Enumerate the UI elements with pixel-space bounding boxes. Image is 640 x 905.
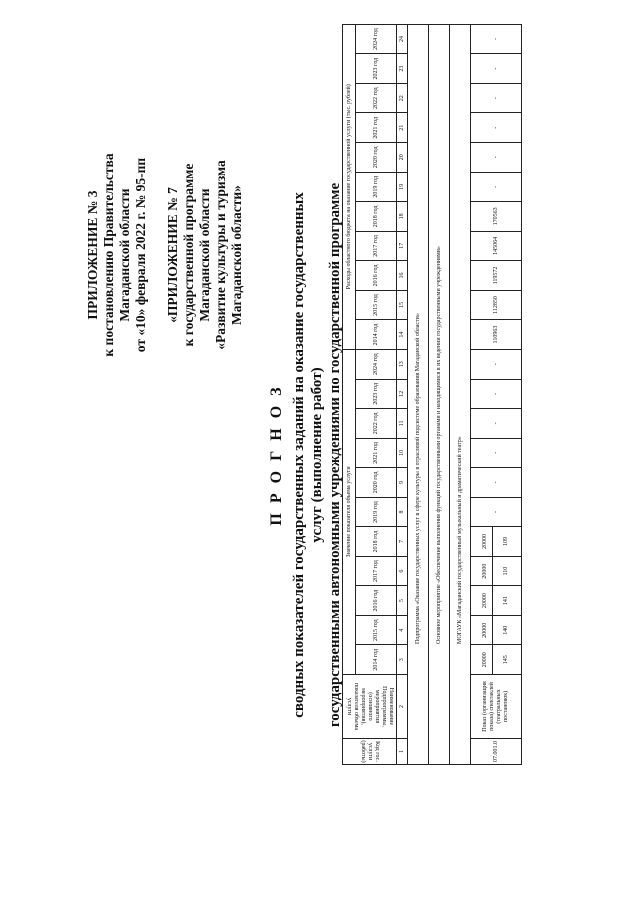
column-number-cell: 5 xyxy=(397,586,408,616)
volume-sub-value: 20000 xyxy=(482,557,493,586)
column-number-cell: 15 xyxy=(397,290,408,320)
year-header-cell: 2017 год xyxy=(356,231,397,261)
column-number-cell: 4 xyxy=(397,615,408,645)
appendix-line: к постановлению Правительства xyxy=(101,153,116,357)
prilozhenie-header xyxy=(165,65,245,445)
expense-value-cell: 112850 xyxy=(471,290,522,320)
volume-value-cell xyxy=(471,556,522,586)
volume-value: - xyxy=(492,451,499,454)
volume-value: - xyxy=(492,481,499,484)
column-number-row xyxy=(397,24,408,764)
service-code-cell: 07.001.0 xyxy=(471,739,522,765)
expense-value-cell: 119572 xyxy=(471,261,522,291)
volume-value: - xyxy=(492,392,499,395)
expense-value-cell: - xyxy=(471,24,522,54)
col-code-header xyxy=(343,739,397,765)
volume-value-cell xyxy=(471,438,522,468)
volume-value-cell xyxy=(471,379,522,409)
volume-value: - xyxy=(492,511,499,513)
appendix-line: ПРИЛОЖЕНИЕ № 3 xyxy=(85,190,100,320)
volume-value: - xyxy=(492,363,499,366)
table-row xyxy=(471,24,522,764)
column-number-cell: 22 xyxy=(397,83,408,113)
volume-value-cell xyxy=(471,527,522,557)
column-number-cell: 20 xyxy=(397,143,408,173)
volume-sub-value: 20000 xyxy=(482,586,493,615)
column-number-cell: 19 xyxy=(397,172,408,202)
column-number-cell: 10 xyxy=(397,438,408,468)
prilozhenie-line: Магаданской области xyxy=(197,188,212,322)
year-header-cell: 2017 год xyxy=(356,556,397,586)
column-number-cell: 24 xyxy=(397,24,408,54)
year-header-cell: 2023 год xyxy=(356,379,397,409)
expense-value-cell: 170563 xyxy=(471,202,522,232)
year-header-cell: 2022 год xyxy=(356,83,397,113)
column-number-cell: 14 xyxy=(397,320,408,350)
year-header-cell: 2015 год xyxy=(356,615,397,645)
year-header-cell: 2018 год xyxy=(356,202,397,232)
column-number-cell: 13 xyxy=(397,349,408,379)
prilozhenie-line: «Развитие культуры и туризма xyxy=(213,160,228,350)
main-event-cell: Основное мероприятие «Обеспечение выполнения функций государственными органами и находящимися в их ведении государственными учреждениями» xyxy=(429,24,450,764)
column-number-cell: 3 xyxy=(397,645,408,675)
expense-group-header: Расходы областного бюджета на оказание государственной услуги (тыс. рублей) xyxy=(343,24,356,349)
column-number-cell: 17 xyxy=(397,231,408,261)
column-number-cell: 21 xyxy=(397,113,408,143)
volume-value-cell xyxy=(471,409,522,439)
subprogram-row xyxy=(408,24,429,764)
volume-value: 141 xyxy=(503,596,509,606)
year-header-cell: 2020 год xyxy=(356,468,397,498)
volume-value: - xyxy=(492,422,499,425)
volume-value-cell xyxy=(471,497,522,527)
volume-value-cell xyxy=(471,468,522,498)
document-title xyxy=(268,175,344,735)
year-header-cell: 2021 год xyxy=(356,438,397,468)
title-line: государственными автономными учреждениями по государственной программе xyxy=(327,182,343,728)
volume-value: 109 xyxy=(503,537,509,547)
expense-value-cell: - xyxy=(471,172,522,202)
volume-sub-value: 20000 xyxy=(482,645,493,674)
column-number-cell: 6 xyxy=(397,556,408,586)
expense-value-cell: - xyxy=(471,83,522,113)
column-number-cell: 1 xyxy=(397,739,408,765)
year-header-cell: 2014 год xyxy=(356,645,397,675)
column-number-cell: 23 xyxy=(397,54,408,84)
volume-sub-value: 20000 xyxy=(482,616,493,645)
year-header-row xyxy=(356,24,397,764)
col-name-header xyxy=(343,675,397,739)
column-number-cell: 9 xyxy=(397,468,408,498)
volume-sub-value: 20000 xyxy=(482,527,493,556)
appendix-line: Магаданской области xyxy=(117,188,132,322)
expense-value-cell: - xyxy=(471,54,522,84)
year-header-cell: 2024 год xyxy=(356,349,397,379)
prilozhenie-line: «ПРИЛОЖЕНИЕ № 7 xyxy=(165,187,180,323)
expense-value-cell: 110963 xyxy=(471,320,522,350)
col-name-text: Наименование Подпрограммы, мероприятия (основного мероприятия), показателя объема услуги xyxy=(346,682,394,731)
year-header-cell: 2022 год xyxy=(356,409,397,439)
volume-value-cell xyxy=(471,615,522,645)
column-number-cell: 18 xyxy=(397,202,408,232)
year-header-cell: 2016 год xyxy=(356,261,397,291)
volume-value: 140 xyxy=(503,625,509,635)
institution-row xyxy=(450,24,471,764)
subprogram-cell: Подпрограмма «Оказание государственных услуг в сфере культуры в отраслевой подсистеме образования Магаданской области» xyxy=(408,24,429,764)
year-header-cell: 2016 год xyxy=(356,586,397,616)
year-header-cell: 2023 год xyxy=(356,54,397,84)
forecast-table xyxy=(342,24,522,765)
volume-value-cell xyxy=(471,349,522,379)
title-line: сводных показателей государственных заданий на оказание государственных услуг (выполнение работ) xyxy=(291,192,325,718)
appendix-header xyxy=(85,65,149,445)
institution-cell: МОГАУК «Магаданский государственный музыкальный и драматический театр» xyxy=(450,24,471,764)
service-name-cell: Показ (организация показа) спектаклей (театральных постановок) xyxy=(471,675,522,739)
volume-value: 110 xyxy=(503,566,509,576)
year-header-cell: 2014 год xyxy=(356,320,397,350)
volume-value-cell xyxy=(471,586,522,616)
column-number-cell: 8 xyxy=(397,497,408,527)
column-number-cell: 7 xyxy=(397,527,408,557)
prilozhenie-line: к государственной программе xyxy=(181,163,196,347)
year-header-cell: 2015 год xyxy=(356,290,397,320)
year-header-cell: 2024 год xyxy=(356,24,397,54)
year-header-cell: 2020 год xyxy=(356,143,397,173)
col-code-text: Код гос. услуги (работы) xyxy=(360,740,380,763)
main-event-row xyxy=(429,24,450,764)
year-header-cell: 2021 год xyxy=(356,113,397,143)
column-number-cell: 12 xyxy=(397,379,408,409)
expense-value-cell: - xyxy=(471,113,522,143)
column-number-cell: 16 xyxy=(397,261,408,291)
expense-value-cell: - xyxy=(471,143,522,173)
prilozhenie-line: Магаданской области» xyxy=(229,185,244,325)
year-header-cell: 2019 год xyxy=(356,497,397,527)
title-prognoz: П Р О Г Н О З xyxy=(268,384,285,526)
volume-group-header: Значение показателя объема услуги xyxy=(343,349,356,674)
year-header-cell: 2018 год xyxy=(356,527,397,557)
year-header-cell: 2019 год xyxy=(356,172,397,202)
volume-value-cell xyxy=(471,645,522,675)
column-number-cell: 2 xyxy=(397,675,408,739)
expense-value-cell: 145064 xyxy=(471,231,522,261)
volume-value: 145 xyxy=(503,655,509,665)
appendix-line: от «10» февраля 2022 г. № 95-пп xyxy=(133,157,148,353)
column-number-cell: 11 xyxy=(397,409,408,439)
